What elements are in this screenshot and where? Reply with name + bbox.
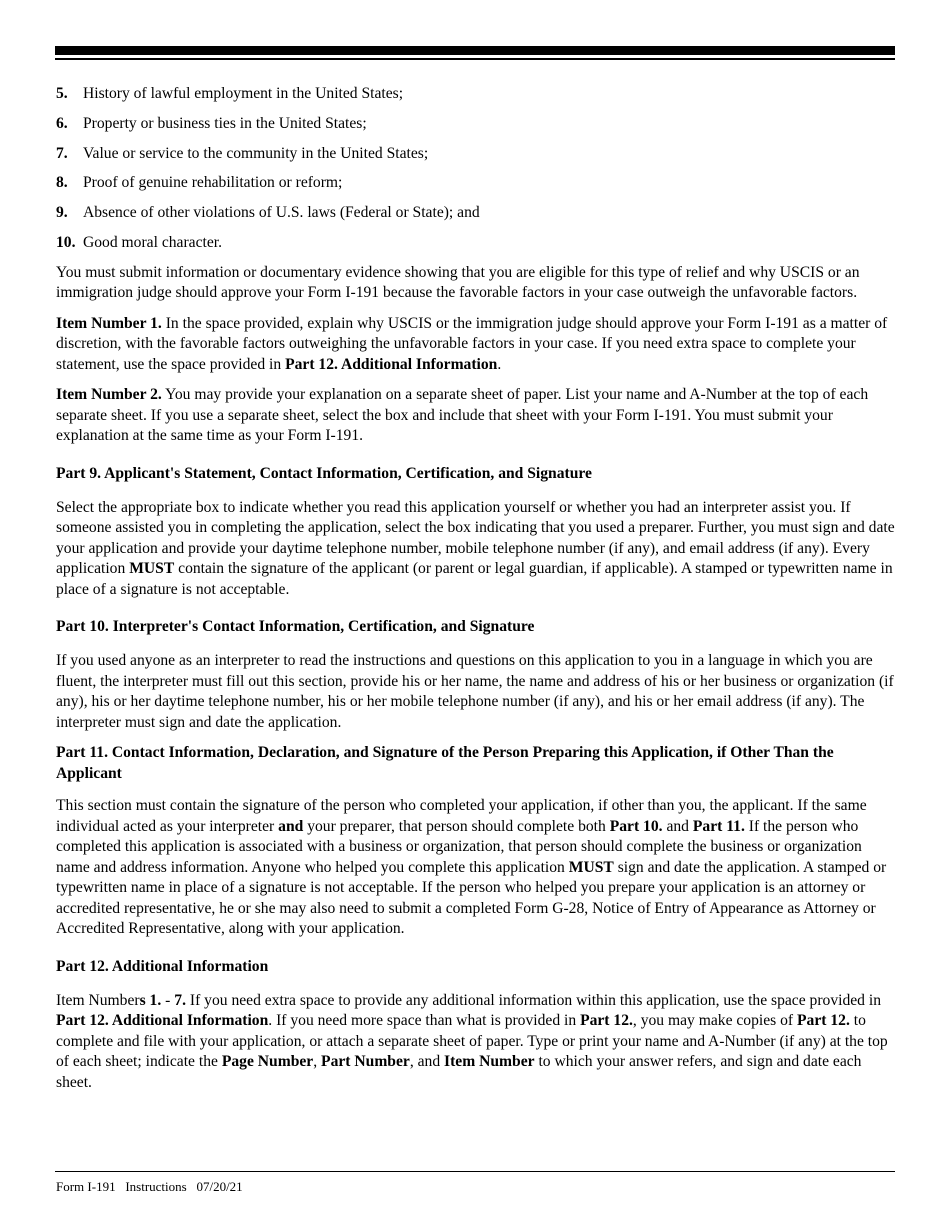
part-12-text: , and xyxy=(409,1053,441,1071)
part-12-text: , you may make copies of xyxy=(632,1012,794,1030)
part-11-heading: Part 11. Contact Information, Declaration, and Signature of the Person Preparing this Application, if Other Than the Applicant xyxy=(56,744,834,782)
part-11-text: This section must contain the signature of the person who completed your application, if other than you, the applicant. If the same individual acted as your interpreter xyxy=(56,797,867,835)
part-12-text: to which your answer refers, and sign and date each sheet. xyxy=(56,1053,862,1091)
list-item-text: Property or business ties in the United States; xyxy=(83,114,367,132)
list-item xyxy=(56,203,896,224)
part-12-text: . If you need more space than what is provided in xyxy=(268,1012,577,1030)
header-rule-thick xyxy=(55,46,895,55)
part-11-text: and xyxy=(666,817,689,835)
part-10-heading: Part 10. Interpreter's Contact Information, Certification, and Signature xyxy=(56,618,535,636)
list-item-number: 9. xyxy=(56,204,68,222)
list-item-number: 8. xyxy=(56,174,68,192)
list-item-text: Proof of genuine rehabilitation or reform; xyxy=(83,174,343,192)
part-12-bold: 7. xyxy=(174,991,186,1009)
part-12-bold: Part 12. xyxy=(797,1012,850,1030)
list-item-number: 6. xyxy=(56,114,68,132)
part-11-text: your preparer, that person should complete both xyxy=(307,817,606,835)
part-9-text-a: Select the appropriate box to indicate whether you read this application yourself or whether you had an interpreter assist you. If someone assisted you in completing the application, select the box indicating that you used a preparer. Further, you must sign and date your application and provide your daytime telephone number, mobile telephone number (if any), and email address (if any). Every application xyxy=(56,498,895,578)
part-9-paragraph xyxy=(56,498,896,601)
list-item-number: 5. xyxy=(56,85,68,102)
part-11-bold: Part 10. xyxy=(609,817,663,835)
list-item-text: Value or service to the community in the United States; xyxy=(83,144,429,162)
part-12-paragraph xyxy=(56,991,896,1094)
evidence-paragraph: You must submit information or documentary evidence showing that you are eligible for this type of relief and why USCIS or an immigration judge should approve your Form I-191 because the favorable factors in your case outweigh the unfavorable factors. xyxy=(56,263,860,302)
item-number-2-paragraph xyxy=(56,385,896,447)
list-item-number: 10. xyxy=(56,233,76,251)
part-9-text-b: contain the signature of the applicant (or parent or legal guardian, if applicable). A stamped or typewritten name in place of a signature is not acceptable. xyxy=(56,560,893,598)
item-number-1-text: In the space provided, explain why USCIS or the immigration judge should approve your Form I-191 as a matter of discretion, with the favorable factors outweighing the unfavorable factors in your case. If you need extra space to complete your statement, use the space provided in xyxy=(56,314,888,373)
part-12-text: , xyxy=(313,1053,318,1071)
part-12-bold: Part 12. xyxy=(580,1012,633,1030)
part-12-bold: Page Number xyxy=(221,1053,314,1071)
part-9-heading: Part 9. Applicant's Statement, Contact Information, Certification, and Signature xyxy=(56,464,592,482)
part-12-bold: Part 12. Additional Information xyxy=(56,1012,269,1030)
page-content xyxy=(56,84,896,1103)
list-item xyxy=(56,144,896,165)
list-item-text: History of lawful employment in the United States; xyxy=(83,85,404,102)
part-9-bold: MUST xyxy=(129,560,175,578)
part-12-text: Item Number xyxy=(56,991,140,1009)
item-number-1-paragraph xyxy=(56,314,896,376)
part-11-text: If the person who completed this application is associated with a business or organization, that person should complete the business or organization name and address information. Anyone who helped you complete this application xyxy=(56,817,862,876)
item-number-1-ref: Part 12. Additional Information xyxy=(285,355,498,373)
list-item-number: 7. xyxy=(56,144,68,162)
list-item xyxy=(56,173,896,194)
item-number-1-label: Item Number 1. xyxy=(56,314,162,332)
part-12-bold: s 1. xyxy=(139,991,162,1009)
part-11-paragraph xyxy=(56,796,896,940)
part-11-text: sign and date the application. A stamped or typewritten name in place of a signature is not acceptable. If the person who helped you prepare your application is an attorney or accredited representative, he or she may also need to submit a completed Form G-28, Notice of Entry of Appearance as Attorney or Accredited Representative, along with your application. xyxy=(56,858,887,938)
part-11-bold: MUST xyxy=(568,858,614,876)
header-rule-thin xyxy=(55,58,895,60)
item-number-2-label: Item Number 2. xyxy=(56,386,162,404)
part-12-text: If you need extra space to provide any additional information within this application, use the space provided in xyxy=(189,991,882,1009)
part-11-bold: and xyxy=(278,817,304,835)
list-item xyxy=(56,233,896,254)
footer-rule xyxy=(55,1171,895,1172)
part-12-text: to complete and file with your application, or attach a separate sheet of paper. Type or print your name and A-Number (if any) at the top of each sheet; indicate the xyxy=(56,1012,888,1071)
part-12-bold: Item Number xyxy=(444,1053,535,1071)
list-item xyxy=(56,114,896,135)
part-11-bold: Part 11. xyxy=(692,817,745,835)
part-10-paragraph: If you used anyone as an interpreter to read the instructions and questions on this application to you in a language in which you are fluent, the interpreter must fill out this section, provide his or her name, the name and address of his or her business or organization (if any), his or her daytime telephone number, his or her mobile telephone number (if any), and his or her email address (if any). The interpreter must sign and date the application. xyxy=(56,652,894,731)
part-12-heading: Part 12. Additional Information xyxy=(56,957,269,975)
part-12-bold: Part Number xyxy=(321,1053,410,1071)
part-12-text: - xyxy=(165,991,171,1009)
footer-form-id: Form I-191 Instructions 07/20/21 xyxy=(56,1179,243,1194)
list-item-text: Absence of other violations of U.S. laws (Federal or State); and xyxy=(83,204,480,222)
list-item xyxy=(56,84,896,105)
item-number-1-end: . xyxy=(497,355,502,373)
list-item-text: Good moral character. xyxy=(83,233,222,251)
item-number-2-text: You may provide your explanation on a separate sheet of paper. List your name and A-Number at the top of each separate sheet. If you use a separate sheet, select the box and include that sheet with your Form I-191. You must submit your explanation at the same time as your Form I-191. xyxy=(56,386,869,445)
